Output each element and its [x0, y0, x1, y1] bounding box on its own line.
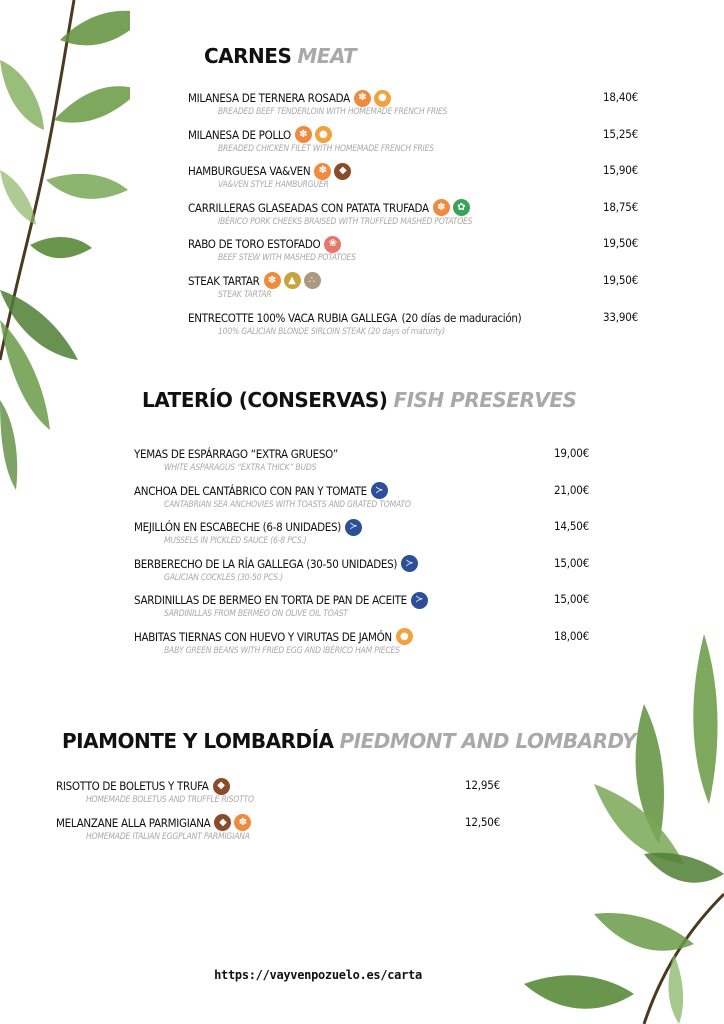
mustard-icon: ❀ [324, 236, 341, 253]
item-desc: STEAK TARTAR [218, 289, 272, 300]
gluten-icon: ✽ [354, 90, 371, 107]
menu-item [188, 271, 638, 308]
item-desc: GALICIAN COCKLES (30-50 PCS.) [164, 572, 283, 583]
menu-item [56, 776, 500, 813]
item-price: 15,00€ [554, 592, 589, 607]
item-desc: HOMEMADE BOLETUS AND TRUFFLE RISOTTO [86, 795, 254, 805]
menu-item [134, 481, 589, 518]
item-price: 12,95€ [465, 778, 500, 792]
item-desc: HOMEMADE ITALIAN EGGPLANT PARMIGIANA [86, 831, 250, 842]
item-desc: SARDINILLAS FROM BERMEO ON OLIVE OIL TOAST [164, 609, 348, 620]
menu-item [134, 444, 589, 481]
item-price: 12,50€ [465, 814, 500, 829]
menu-list-laterio [134, 444, 589, 664]
item-name: CARRILLERAS GLASEADAS CON PATATA TRUFADA [188, 200, 429, 215]
menu-item [134, 627, 589, 664]
egg-icon: ● [396, 628, 413, 645]
menu-item [188, 125, 638, 162]
item-desc: IBÉRICO PORK CHEEKS BRAISED WITH TRUFFLED MASHED POTATOES [218, 216, 473, 227]
egg-icon: ● [315, 126, 332, 143]
gluten-icon: ✽ [264, 272, 281, 289]
item-name: RISOTTO DE BOLETUS Y TRUFA [56, 779, 209, 793]
section-title-piamonte [62, 729, 636, 753]
item-price: 21,00€ [554, 482, 589, 497]
item-name: MILANESA DE TERNERA ROSADA [188, 91, 350, 105]
fish-icon: ≻ [401, 555, 418, 572]
item-name: YEMAS DE ESPÁRRAGO “EXTRA GRUESO” [134, 447, 338, 461]
item-desc: BABY GREEN BEANS WITH FRIED EGG AND IBÉRICO HAM PIECES [164, 645, 400, 656]
item-desc: BEEF STEW WITH MASHED POTATOES [218, 253, 356, 264]
sulfite-icon: ◆ [334, 163, 351, 180]
section-title-es: LATERÍO (CONSERVAS) [142, 388, 388, 412]
item-desc: BREADED BEEF TENDERLOIN WITH HOMEMADE FRENCH FRIES [218, 107, 448, 117]
fish-icon: ≻ [371, 482, 388, 499]
section-title-en: PIEDMONT AND LOMBARDY [339, 729, 636, 753]
fish-icon: ≻ [411, 592, 428, 609]
item-name: HAMBURGUESA VA&VEN [188, 164, 311, 179]
fish-icon: ≻ [345, 519, 362, 536]
menu-list-carnes [188, 88, 638, 344]
menu-item [134, 590, 589, 627]
celery-icon: ✿ [453, 199, 470, 216]
item-price: 18,75€ [603, 199, 638, 214]
menu-item [56, 813, 500, 850]
item-price: 15,00€ [554, 555, 589, 570]
section-title-es: PIAMONTE Y LOMBARDÍA [62, 729, 334, 753]
gluten-icon: ✽ [234, 814, 251, 831]
item-name: HABITAS TIERNAS CON HUEVO Y VIRUTAS DE JAMÓN [134, 629, 392, 644]
item-price: 18,40€ [603, 90, 638, 104]
milk-icon: ▲ [284, 272, 301, 289]
item-price: 33,90€ [603, 309, 638, 324]
gluten-icon: ✽ [433, 199, 450, 216]
menu-item [134, 554, 589, 591]
item-name: STEAK TARTAR [188, 273, 260, 288]
menu-item [188, 88, 638, 125]
item-name: BERBERECHO DE LA RÍA GALLEGA (30-50 UNIDADES) [134, 556, 398, 571]
section-title-en: FISH PRESERVES [393, 388, 577, 412]
section-title-es: CARNES [204, 44, 292, 68]
menu-item [188, 161, 638, 198]
item-name: MELANZANE ALLA PARMIGIANA [56, 815, 211, 830]
section-title-carnes [204, 44, 356, 68]
menu-item [188, 198, 638, 235]
menu-item [188, 308, 638, 345]
item-price: 19,50€ [603, 272, 638, 287]
item-note: (20 días de maduración) [401, 310, 522, 325]
item-price: 15,90€ [603, 163, 638, 178]
item-price: 14,50€ [554, 519, 589, 534]
item-desc: 100% GALICIAN BLONDE SIRLOIN STEAK (20 days of maturity) [218, 326, 445, 337]
menu-list-piamonte [56, 776, 500, 849]
section-title-en: MEAT [297, 44, 357, 68]
sulfite-icon: ◆ [214, 814, 231, 831]
item-price: 19,50€ [603, 236, 638, 251]
item-name: MEJILLÓN EN ESCABECHE (6-8 UNIDADES) [134, 520, 342, 535]
decorative-leaves-bottom-right [494, 624, 724, 1024]
footer-url-link[interactable]: https://vayvenpozuelo.es/carta [214, 968, 422, 982]
item-name: RABO DE TORO ESTOFADO [188, 237, 321, 252]
item-name: ANCHOA DEL CANTÁBRICO CON PAN Y TOMATE [134, 483, 367, 498]
item-desc: WHITE ASPARAGUS “EXTRA THICK” BUDS [164, 463, 317, 473]
item-price: 18,00€ [554, 628, 589, 643]
item-name: ENTRECOTTE 100% VACA RUBIA GALLEGA [188, 310, 397, 325]
item-price: 15,25€ [603, 126, 638, 141]
sesame-icon: ∴ [304, 272, 321, 289]
menu-item [134, 517, 589, 554]
item-name: SARDINILLAS DE BERMEO EN TORTA DE PAN DE ACEITE [134, 593, 407, 608]
item-desc: BREADED CHICKEN FILET WITH HOMEMADE FRENCH FRIES [218, 143, 434, 154]
egg-icon: ● [374, 90, 391, 107]
sulfite-icon: ◆ [213, 778, 230, 795]
item-desc: MUSSELS IN PICKLED SAUCE (6-8 PCS.) [164, 536, 307, 547]
item-name: MILANESA DE POLLO [188, 127, 291, 142]
item-price: 19,00€ [554, 446, 589, 460]
item-desc: CANTABRIAN SEA ANCHOVIES WITH TOASTS AND GRATED TOMATO [164, 499, 411, 510]
gluten-icon: ✽ [295, 126, 312, 143]
section-title-laterio [142, 388, 576, 412]
menu-item [188, 234, 638, 271]
gluten-icon: ✽ [314, 163, 331, 180]
item-desc: VA&VEN STYLE HAMBURGUER [218, 180, 329, 191]
decorative-leaves-top-left [0, 0, 130, 520]
